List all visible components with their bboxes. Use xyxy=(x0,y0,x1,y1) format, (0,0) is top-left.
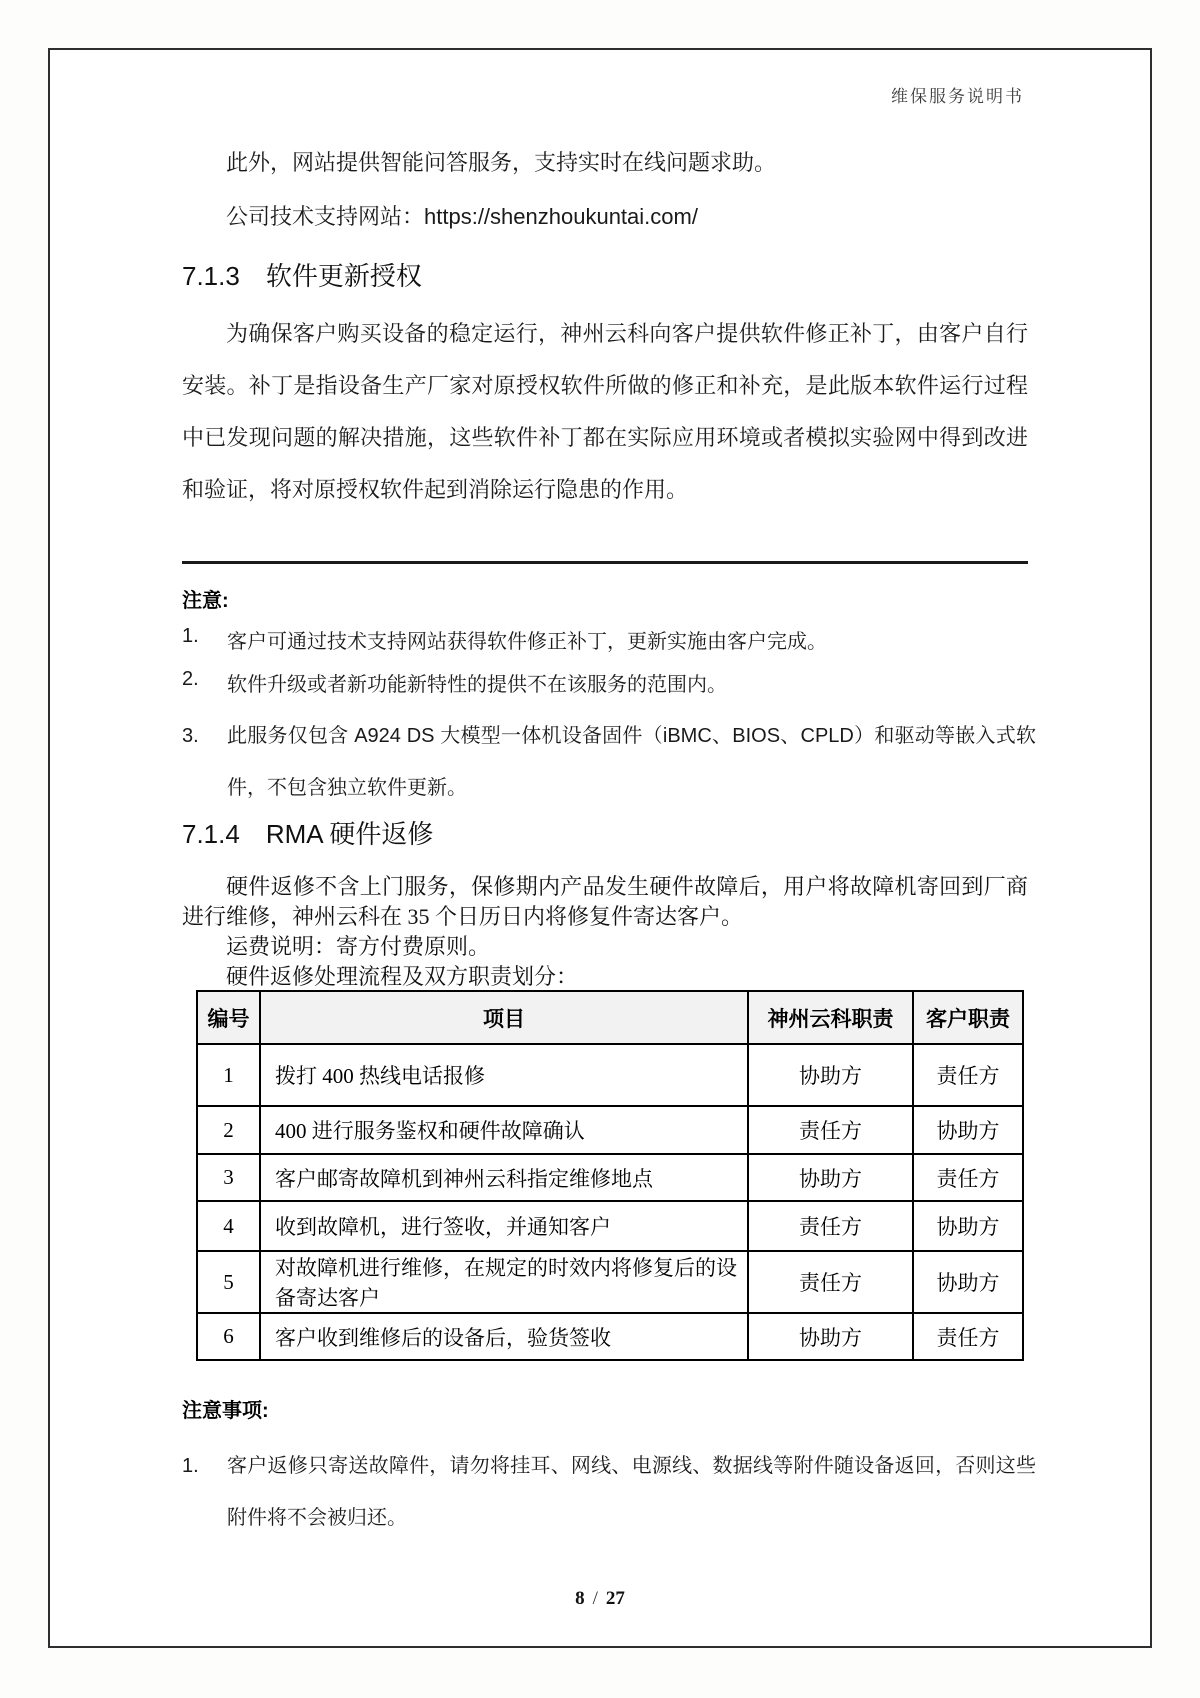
cell-item: 客户收到维修后的设备后，验货签收 xyxy=(260,1313,748,1360)
section-heading-714 xyxy=(182,814,433,851)
cell-no: 5 xyxy=(197,1251,260,1313)
section-title: 软件更新授权 xyxy=(265,261,422,291)
list-number: 1. xyxy=(182,625,199,647)
cell-customer: 协助方 xyxy=(913,1251,1023,1313)
rma-process-table xyxy=(196,990,1024,1361)
list-text: 此服务仅包含 A924 DS 大模型一体机设备固件（iBMC、BIOS、CPLD）和驱动等嵌入式软件，不包含独立软件更新。 xyxy=(227,725,1036,799)
support-site-label: 公司技术支持网站： xyxy=(226,204,425,229)
section-heading-713 xyxy=(182,256,422,293)
cell-item: 拨打 400 热线电话报修 xyxy=(260,1044,748,1106)
list-text: 软件升级或者新功能新特性的提供不在该服务的范围内。 xyxy=(227,674,727,696)
cell-vendor: 责任方 xyxy=(748,1106,913,1154)
cell-vendor: 责任方 xyxy=(748,1201,913,1251)
document-page xyxy=(48,48,1152,1648)
notice-item xyxy=(182,710,1036,814)
cell-customer: 协助方 xyxy=(913,1106,1023,1154)
list-number: 2. xyxy=(182,668,199,690)
cell-customer: 协助方 xyxy=(913,1201,1023,1251)
cell-no: 2 xyxy=(197,1106,260,1154)
list-text: 客户可通过技术支持网站获得软件修正补丁，更新实施由客户完成。 xyxy=(227,631,827,653)
cell-vendor: 责任方 xyxy=(748,1251,913,1313)
shipping-note: 运费说明：寄方付费原则。 xyxy=(226,934,491,959)
current-page: 8 xyxy=(575,1588,585,1609)
section-713-body: 为确保客户购买设备的稳定运行，神州云科向客户提供软件修正补丁，由客户自行安装。补丁是指设备生产厂家对原授权软件所做的修正和补充，是此版本软件运行过程中已发现问题的解决措施，这些软件补丁都在实际应用环境或者模拟实验网中得到改进和验证，将对原授权软件起到消除运行隐患的作用。 xyxy=(182,321,1028,502)
section-title: RMA 硬件返修 xyxy=(265,819,434,849)
section-714-body xyxy=(182,872,1028,992)
section-number: 7.1.4 xyxy=(182,819,240,849)
cell-customer: 责任方 xyxy=(913,1154,1023,1201)
table-row xyxy=(197,1201,1023,1251)
total-pages: 27 xyxy=(605,1588,625,1609)
cell-vendor: 协助方 xyxy=(748,1044,913,1106)
table-row xyxy=(197,1154,1023,1201)
list-number: 3. xyxy=(182,725,199,747)
cell-no: 4 xyxy=(197,1201,260,1251)
support-site-url[interactable]: https://shenzhoukuntai.com/ xyxy=(424,204,698,229)
cell-item: 客户邮寄故障机到神州云科指定维修地点 xyxy=(260,1154,748,1201)
cell-no: 3 xyxy=(197,1154,260,1201)
table-header-row xyxy=(197,991,1023,1044)
notice-item xyxy=(182,668,1036,697)
notice-label: 注意: xyxy=(182,590,229,612)
cell-item: 对故障机进行维修，在规定的时效内将修复后的设备寄达客户 xyxy=(260,1251,748,1313)
table-row xyxy=(197,1251,1023,1313)
cell-customer: 责任方 xyxy=(913,1313,1023,1360)
table-row xyxy=(197,1044,1023,1106)
remarks-item xyxy=(182,1440,1036,1544)
cell-customer: 责任方 xyxy=(913,1044,1023,1106)
rma-paragraph: 硬件返修不含上门服务，保修期内产品发生硬件故障后，用户将故障机寄回到厂商进行维修，神州云科在 35 个日历日内将修复件寄达客户。 xyxy=(182,874,1028,929)
page-header-title: 维保服务说明书 xyxy=(891,87,1024,106)
cell-no: 1 xyxy=(197,1044,260,1106)
table-row xyxy=(197,1106,1023,1154)
col-header-vendor: 神州云科职责 xyxy=(748,991,913,1044)
list-number: 1. xyxy=(182,1455,199,1477)
col-header-no: 编号 xyxy=(197,991,260,1044)
cell-item: 收到故障机，进行签收，并通知客户 xyxy=(260,1201,748,1251)
list-text: 客户返修只寄送故障件，请勿将挂耳、网线、电源线、数据线等附件随设备返回，否则这些附件将不会被归还。 xyxy=(227,1455,1036,1529)
cell-vendor: 协助方 xyxy=(748,1154,913,1201)
section-number: 7.1.3 xyxy=(182,261,240,291)
table-intro-line: 硬件返修处理流程及双方职责划分： xyxy=(226,964,579,989)
table-row xyxy=(197,1313,1023,1360)
intro-paragraph: 此外，网站提供智能问答服务，支持实时在线问题求助。 xyxy=(226,150,777,175)
support-site-line xyxy=(226,200,698,231)
notice-item xyxy=(182,625,1036,654)
page-number xyxy=(50,1588,1150,1610)
col-header-item: 项目 xyxy=(260,991,748,1044)
cell-item: 400 进行服务鉴权和硬件故障确认 xyxy=(260,1106,748,1154)
notice-divider-rule xyxy=(182,561,1028,564)
cell-no: 6 xyxy=(197,1313,260,1360)
page-separator: / xyxy=(592,1588,598,1609)
remarks-label: 注意事项: xyxy=(182,1400,269,1422)
cell-vendor: 协助方 xyxy=(748,1313,913,1360)
col-header-customer: 客户职责 xyxy=(913,991,1023,1044)
